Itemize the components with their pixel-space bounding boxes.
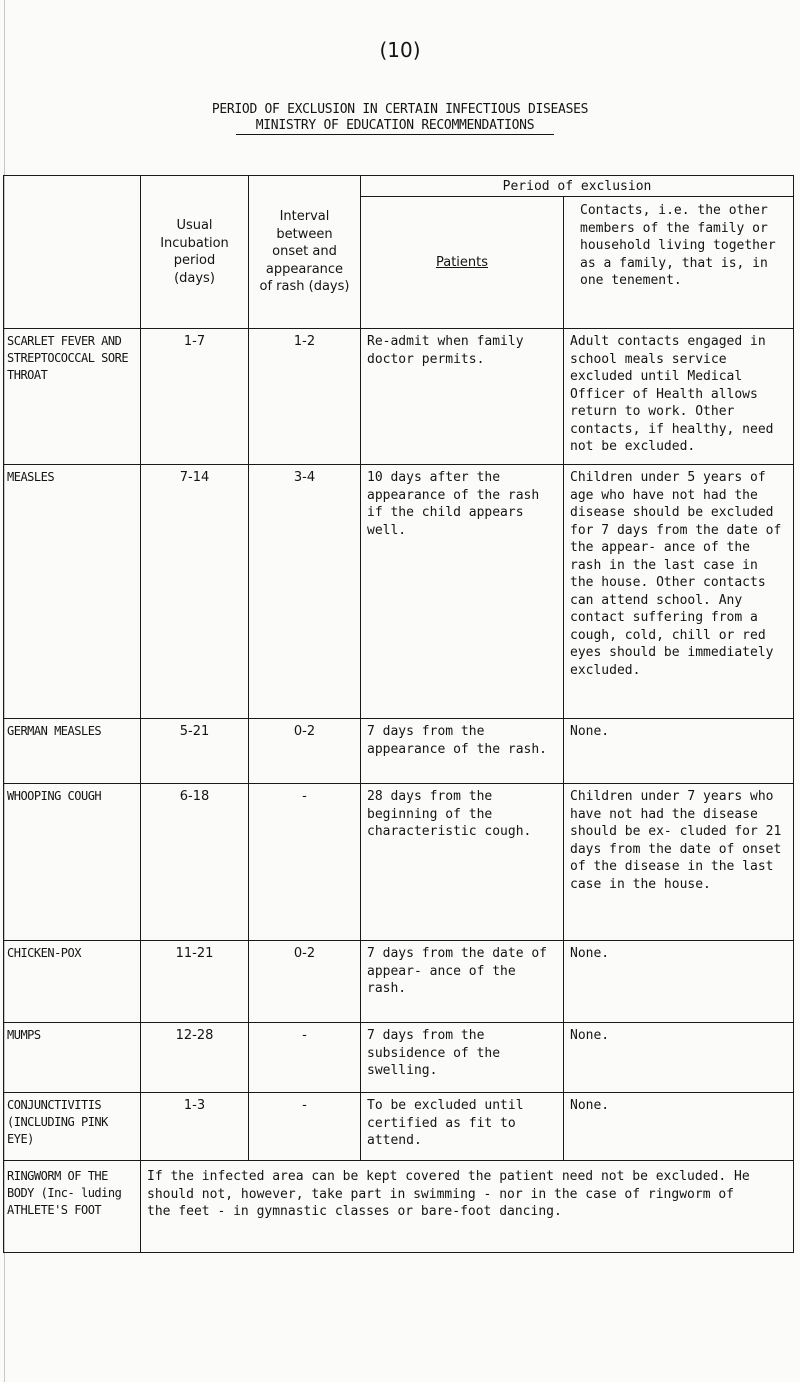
patients-text: Re-admit when family doctor permits. — [361, 329, 564, 465]
header-period-of-exclusion: Period of exclusion — [361, 176, 794, 197]
ringworm-note: If the infected area can be kept covered the patient need not be excluded. He should not, however, take part in swimming - nor in the case of ringworm of the feet - in gymnastic classes or bare-foot dancing. — [141, 1161, 794, 1253]
incubation-value: 5-21 — [141, 719, 249, 784]
interval-value: 0-2 — [249, 941, 361, 1023]
interval-value: 1-2 — [249, 329, 361, 465]
subtitle-text: MINISTRY OF EDUCATION RECOMMENDATIONS — [236, 118, 555, 135]
incubation-value: 6-18 — [141, 784, 249, 941]
exclusion-table — [3, 175, 794, 1253]
contacts-text: Adult contacts engaged in school meals service excluded until Medical Officer of Health allows return to work. Other contacts, if healthy, need not be excluded. — [564, 329, 794, 465]
incubation-value: 12-28 — [141, 1023, 249, 1093]
table-row — [4, 1023, 794, 1093]
interval-value: - — [249, 1093, 361, 1161]
table-row-ringworm — [4, 1161, 794, 1253]
disease-name: MUMPS — [4, 1023, 141, 1093]
incubation-value: 11-21 — [141, 941, 249, 1023]
patients-text: 10 days after the appearance of the rash if the child appears well. — [361, 465, 564, 719]
interval-value: 3-4 — [249, 465, 361, 719]
interval-value: - — [249, 784, 361, 941]
disease-name: CHICKEN-POX — [4, 941, 141, 1023]
table-row — [4, 1093, 794, 1161]
patients-text: 7 days from the appearance of the rash. — [361, 719, 564, 784]
incubation-value: 1-3 — [141, 1093, 249, 1161]
patients-text: 28 days from the beginning of the characteristic cough. — [361, 784, 564, 941]
header-disease — [4, 176, 141, 329]
page-number: (10) — [379, 38, 421, 62]
contacts-text: None. — [564, 1093, 794, 1161]
header-patients — [361, 197, 564, 329]
disease-name: CONJUNCTIVITIS (INCLUDING PINK EYE) — [4, 1093, 141, 1161]
header-patients-label: Patients — [435, 254, 489, 270]
contacts-text: None. — [564, 719, 794, 784]
document-title: PERIOD OF EXCLUSION IN CERTAIN INFECTIOUS DISEASES — [211, 102, 589, 117]
contacts-text: Children under 7 years who have not had the disease should be ex- cluded for 21 days from the date of onset of the disease in the last case in the house. — [564, 784, 794, 941]
patients-text: 7 days from the date of appear- ance of the rash. — [361, 941, 564, 1023]
incubation-value: 7-14 — [141, 465, 249, 719]
contacts-text: None. — [564, 941, 794, 1023]
patients-text: To be excluded until certified as fit to attend. — [361, 1093, 564, 1161]
interval-value: 0-2 — [249, 719, 361, 784]
disease-name: RINGWORM OF THE BODY (Inc- luding ATHLETE'S FOOT — [4, 1161, 141, 1253]
table-row — [4, 719, 794, 784]
disease-name: SCARLET FEVER AND STREPTOCOCCAL SORE THROAT — [4, 329, 141, 465]
disease-name: MEASLES — [4, 465, 141, 719]
table-row — [4, 465, 794, 719]
header-contacts: Contacts, i.e. the other members of the family or household living together as a family, that is, in one tenement. — [564, 197, 794, 329]
table-row — [4, 329, 794, 465]
header-interval: Interval between onset and appearance of rash (days) — [249, 176, 361, 329]
document-subtitle — [0, 118, 790, 133]
table-row — [4, 784, 794, 941]
patients-text: 7 days from the subsidence of the swelling. — [361, 1023, 564, 1093]
table-row — [4, 941, 794, 1023]
disease-name: WHOOPING COUGH — [4, 784, 141, 941]
incubation-value: 1-7 — [141, 329, 249, 465]
contacts-text: Children under 5 years of age who have not had the disease should be excluded for 7 days from the date of the appear- ance of the rash in the last case in the house. Other contacts can attend school. Any contact suffering from a cough, cold, chill or red eyes should be immediately excluded. — [564, 465, 794, 719]
contacts-text: None. — [564, 1023, 794, 1093]
disease-name: GERMAN MEASLES — [4, 719, 141, 784]
interval-value: - — [249, 1023, 361, 1093]
header-incubation: Usual Incubation period (days) — [141, 176, 249, 329]
header-row-top — [4, 176, 794, 197]
